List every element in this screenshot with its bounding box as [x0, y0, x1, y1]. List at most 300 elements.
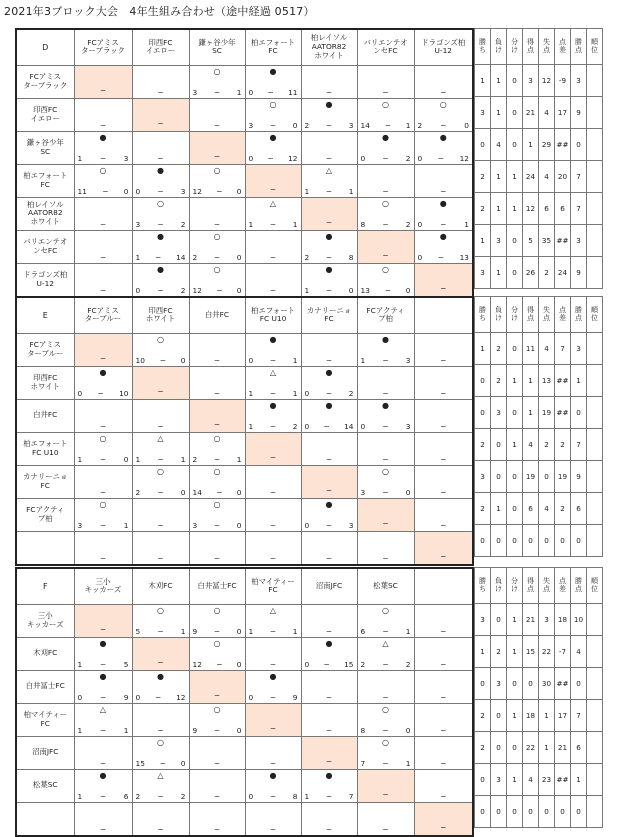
result-symbol	[246, 499, 301, 510]
stat-value: 1	[507, 365, 523, 397]
match-result-cell	[132, 164, 189, 197]
match-score: 0 − 10	[77, 388, 129, 398]
result-symbol	[302, 433, 357, 444]
result-symbol	[415, 770, 473, 781]
stat-value: 3	[491, 764, 507, 796]
match-dash: −	[99, 219, 107, 229]
stat-value: 1	[491, 493, 507, 525]
stat-header: 失 点	[539, 297, 555, 333]
stat-value: 1	[491, 65, 507, 97]
stat-value	[587, 97, 603, 129]
self-match-cell	[189, 131, 245, 164]
match-result-cell	[301, 637, 357, 670]
self-match-cell	[357, 769, 414, 802]
stat-row	[475, 161, 603, 193]
match-result-cell	[74, 98, 132, 131]
row-team-name: 松葉SC	[16, 769, 74, 802]
result-symbol: ●	[157, 671, 164, 681]
match-result-cell	[357, 531, 414, 565]
stat-value: 0	[507, 525, 523, 557]
score-home: 3	[192, 87, 198, 97]
column-team-header: ドラゴンズ柏 U-12	[414, 29, 473, 65]
stat-header: 勝 ち	[475, 568, 491, 604]
table-row	[16, 670, 473, 703]
result-symbol: ●	[325, 400, 333, 410]
stat-header: 勝 点	[571, 297, 587, 333]
result-symbol	[302, 334, 357, 345]
result-symbol	[358, 532, 414, 543]
stat-header: 順 位	[587, 29, 603, 65]
column-team-header: バリエンテオ ンセFC	[357, 29, 414, 65]
match-dash: −	[99, 421, 107, 431]
match-dash: −	[325, 87, 333, 97]
stat-value: 24	[555, 257, 571, 289]
score-away: 2	[180, 285, 186, 295]
match-result-cell	[245, 670, 301, 703]
self-match-cell	[414, 263, 473, 297]
match-score: 2 − 0	[135, 487, 186, 497]
stat-value: 0	[475, 796, 491, 828]
stat-value: 0	[475, 129, 491, 161]
self-match-cell	[189, 399, 245, 432]
match-result-cell	[245, 333, 301, 366]
match-score: 0 − 11	[248, 87, 298, 97]
column-team-header: 三小 キッカーズ	[74, 568, 132, 604]
match-dash: −	[157, 87, 164, 97]
match-score: 8 − 0	[360, 725, 411, 735]
result-symbol: ○	[213, 605, 221, 615]
match-result-cell	[357, 802, 414, 836]
stat-value: 17	[555, 97, 571, 129]
result-symbol	[75, 737, 132, 748]
stat-value: 0	[523, 796, 539, 828]
result-symbol	[302, 532, 357, 543]
stat-row	[475, 65, 603, 97]
stat-value	[587, 764, 603, 796]
row-team-name: 印西FC ホワイト	[16, 366, 74, 399]
score-home: 0	[304, 520, 310, 530]
match-result-cell	[74, 531, 132, 565]
match-dash: −	[213, 219, 221, 229]
stat-value: 1	[491, 193, 507, 225]
stat-value: 15	[523, 636, 539, 668]
table-row	[16, 366, 473, 399]
match-result-cell	[189, 769, 245, 802]
table-row	[16, 736, 473, 769]
result-symbol: ○	[213, 165, 221, 175]
column-team-header: 白井FC	[189, 297, 245, 333]
match-score: 12 − 0	[192, 659, 242, 669]
self-match-cell	[74, 65, 132, 98]
match-result-cell	[189, 703, 245, 736]
score-home: 3	[248, 120, 254, 130]
match-score: 0 − 2	[304, 388, 354, 398]
match-score: 9 − 0	[192, 725, 242, 735]
result-symbol: ●	[325, 638, 333, 648]
match-result-cell	[301, 604, 357, 637]
score-away: 8	[292, 791, 298, 801]
score-away: 0	[236, 626, 242, 636]
stat-value: 19	[555, 461, 571, 493]
score-home: 1	[77, 454, 83, 464]
stat-value: 17	[555, 700, 571, 732]
match-dash: −	[325, 218, 333, 227]
stat-value: 1	[507, 604, 523, 636]
stat-value: 0	[475, 397, 491, 429]
match-result-cell	[74, 230, 132, 263]
match-result-cell	[414, 399, 473, 432]
match-result-cell	[189, 263, 245, 297]
stat-value: ##	[555, 668, 571, 700]
stat-row	[475, 604, 603, 636]
stat-value: 0	[507, 397, 523, 429]
match-dash: −	[157, 421, 164, 431]
group-e-stats	[474, 296, 603, 557]
result-symbol	[415, 466, 473, 477]
match-result-cell	[414, 65, 473, 98]
match-result-cell	[301, 65, 357, 98]
column-team-header: 柏レイソル AATOR82 ホワイト	[301, 29, 357, 65]
stat-row	[475, 636, 603, 668]
match-result-cell	[132, 736, 189, 769]
result-symbol: ○	[213, 704, 221, 714]
match-result-cell	[74, 197, 132, 230]
column-team-header: カナリーニョ FC	[301, 297, 357, 333]
match-score: 1 − 1	[135, 454, 186, 464]
match-dash: −	[440, 421, 447, 431]
match-score: 0 − 12	[417, 153, 469, 163]
stat-value: 6	[555, 193, 571, 225]
result-symbol	[190, 367, 245, 378]
stat-value: 12	[539, 65, 555, 97]
score-away: 0	[348, 285, 354, 295]
stat-value: 0	[491, 700, 507, 732]
column-team-header: FCアミス ターブラック	[74, 29, 132, 65]
match-result-cell	[189, 604, 245, 637]
stat-value: 3	[475, 257, 491, 289]
stat-value: 1	[507, 764, 523, 796]
match-result-cell	[357, 333, 414, 366]
stat-value: 1	[539, 700, 555, 732]
stat-header: 順 位	[587, 297, 603, 333]
match-score: 8 − 2	[360, 219, 411, 229]
match-result-cell	[414, 164, 473, 197]
result-symbol: ○	[157, 466, 164, 476]
match-result-cell	[301, 399, 357, 432]
match-result-cell	[357, 432, 414, 465]
match-score: 1 − 3	[360, 355, 411, 365]
score-away: 9	[292, 692, 298, 702]
match-result-cell	[414, 703, 473, 736]
match-score: 3 − 0	[360, 487, 411, 497]
score-home: 0	[77, 692, 83, 702]
stat-value: 6	[571, 493, 587, 525]
result-symbol	[190, 532, 245, 543]
score-home: 3	[135, 219, 141, 229]
stat-value: 1	[491, 257, 507, 289]
score-home: 1	[248, 388, 254, 398]
match-result-cell	[74, 498, 132, 531]
stat-value: 0	[491, 604, 507, 636]
score-away: 1	[405, 758, 411, 768]
stat-value: 0	[571, 796, 587, 828]
stat-header: 点 差	[555, 29, 571, 65]
match-dash: −	[269, 185, 277, 194]
result-symbol: ○	[157, 605, 164, 615]
match-result-cell	[189, 432, 245, 465]
result-symbol	[246, 638, 301, 649]
match-result-cell	[74, 263, 132, 297]
self-match-cell	[414, 531, 473, 565]
result-symbol	[75, 231, 132, 242]
match-result-cell	[189, 197, 245, 230]
match-result-cell	[132, 531, 189, 565]
stat-value: 2	[555, 493, 571, 525]
match-score: 0 − 2	[135, 285, 186, 295]
stat-value: 0	[523, 668, 539, 700]
stat-value: 9	[571, 461, 587, 493]
stat-value: 3	[491, 225, 507, 257]
score-home: 0	[248, 153, 254, 163]
result-symbol	[190, 770, 245, 781]
match-dash: −	[382, 824, 389, 834]
match-result-cell	[189, 637, 245, 670]
stat-value: ##	[555, 764, 571, 796]
stat-value: 1	[507, 636, 523, 668]
score-home: 1	[77, 153, 83, 163]
result-symbol: △	[269, 367, 277, 377]
score-away: 3	[405, 421, 411, 431]
stat-row	[475, 365, 603, 397]
stat-header: 失 点	[539, 568, 555, 604]
match-result-cell	[74, 670, 132, 703]
stat-value: 0	[555, 525, 571, 557]
match-result-cell	[189, 230, 245, 263]
self-match-cell	[132, 366, 189, 399]
match-result-cell	[301, 670, 357, 703]
score-home: 1	[248, 219, 254, 229]
match-result-cell	[189, 164, 245, 197]
score-home: 0	[135, 285, 141, 295]
score-away: 7	[348, 791, 354, 801]
table-row	[16, 164, 473, 197]
result-symbol	[75, 532, 132, 543]
match-dash: −	[99, 354, 107, 363]
match-dash: −	[325, 757, 333, 766]
match-dash: −	[99, 824, 107, 834]
match-result-cell	[132, 498, 189, 531]
group-label: D	[16, 29, 74, 65]
result-symbol	[415, 66, 473, 77]
table-row	[16, 399, 473, 432]
stat-value: 22	[523, 732, 539, 764]
stat-value: 1	[475, 636, 491, 668]
stat-value: 4	[523, 764, 539, 796]
stat-row	[475, 764, 603, 796]
page-title: 2021年3ブロック大会 4年生組み合わせ（途中経過 0517）	[4, 5, 315, 18]
stat-value: 9	[571, 257, 587, 289]
score-away: 14	[344, 421, 354, 431]
self-match-cell	[245, 703, 301, 736]
match-result-cell	[74, 703, 132, 736]
score-away: 1	[405, 120, 411, 130]
stat-value: 0	[507, 129, 523, 161]
result-symbol	[302, 605, 357, 616]
match-result-cell	[132, 333, 189, 366]
stat-value: 24	[523, 161, 539, 193]
stat-value: 1	[539, 732, 555, 764]
table-row	[16, 263, 473, 297]
match-dash: −	[157, 520, 164, 530]
match-dash: −	[440, 388, 447, 398]
result-symbol: ●	[325, 264, 333, 274]
score-home: 11	[77, 186, 87, 196]
match-result-cell	[245, 769, 301, 802]
match-result-cell	[245, 802, 301, 836]
match-result-cell	[132, 703, 189, 736]
match-score: 1 − 3	[77, 153, 129, 163]
match-result-cell	[74, 637, 132, 670]
stat-header: 得 点	[523, 29, 539, 65]
result-symbol	[133, 532, 189, 543]
result-symbol: △	[382, 638, 389, 648]
row-team-name	[16, 531, 74, 565]
score-home: 0	[135, 692, 141, 702]
score-home: 2	[135, 487, 141, 497]
row-team-name: 鎌ヶ谷少年 SC	[16, 131, 74, 164]
match-dash: −	[382, 553, 389, 563]
stat-value: 2	[475, 429, 491, 461]
score-away: 0	[405, 487, 411, 497]
stat-value: 20	[555, 161, 571, 193]
match-result-cell	[245, 736, 301, 769]
score-home: 2	[192, 454, 198, 464]
match-score: 14 − 0	[192, 487, 242, 497]
match-result-cell	[189, 465, 245, 498]
score-away: 0	[236, 252, 242, 262]
result-symbol: ●	[325, 499, 333, 509]
result-symbol	[358, 165, 414, 176]
score-away: 12	[288, 153, 298, 163]
stat-value: 29	[539, 129, 555, 161]
self-match-cell	[189, 670, 245, 703]
result-symbol: △	[269, 605, 277, 615]
score-home: 5	[135, 626, 141, 636]
match-result-cell	[74, 802, 132, 836]
row-team-name: 白井FC	[16, 399, 74, 432]
stat-value: 18	[523, 700, 539, 732]
score-away: 1	[348, 186, 354, 196]
stat-value: 9	[571, 97, 587, 129]
stat-value: -9	[555, 65, 571, 97]
row-team-name: FCアクティ ブ柏	[16, 498, 74, 531]
group-d-matrix	[15, 28, 474, 298]
match-result-cell	[357, 131, 414, 164]
result-symbol: ●	[157, 231, 164, 241]
match-result-cell	[189, 736, 245, 769]
score-away: 15	[344, 659, 354, 669]
result-symbol: ●	[99, 638, 107, 648]
match-dash: −	[440, 725, 447, 735]
result-symbol: ●	[269, 132, 277, 142]
match-result-cell	[245, 131, 301, 164]
score-home: 1	[248, 421, 254, 431]
column-team-header	[414, 297, 473, 333]
match-dash: −	[269, 453, 277, 462]
score-away: 0	[236, 520, 242, 530]
match-result-cell	[301, 498, 357, 531]
stat-header: 負 け	[491, 568, 507, 604]
match-dash: −	[440, 186, 447, 196]
stat-value: 1	[507, 161, 523, 193]
match-score: 12 − 0	[192, 285, 242, 295]
table-row	[16, 703, 473, 736]
score-away: 1	[292, 355, 298, 365]
match-dash: −	[269, 520, 277, 530]
match-score: 1 − 0	[304, 285, 354, 295]
match-dash: −	[382, 186, 389, 196]
match-result-cell	[132, 769, 189, 802]
score-home: 1	[248, 626, 254, 636]
match-score: 0 − 12	[135, 692, 186, 702]
score-away: 9	[123, 692, 129, 702]
result-symbol: ○	[99, 165, 107, 175]
result-symbol	[75, 400, 132, 411]
match-score: 5 − 1	[135, 626, 186, 636]
result-symbol: ●	[325, 99, 333, 109]
row-team-name: バリエンテオ ンセFC	[16, 230, 74, 263]
row-team-name: 木刈FC	[16, 637, 74, 670]
match-score: 0 − 3	[360, 421, 411, 431]
match-result-cell	[301, 131, 357, 164]
stat-value: 35	[539, 225, 555, 257]
match-result-cell	[74, 366, 132, 399]
result-symbol	[190, 803, 245, 814]
result-symbol: ○	[213, 638, 221, 648]
result-symbol: ○	[382, 198, 389, 208]
match-result-cell	[357, 263, 414, 297]
stat-value	[587, 333, 603, 365]
match-result-cell	[74, 769, 132, 802]
match-dash: −	[269, 487, 277, 497]
column-team-header: 柏マイティー FC	[245, 568, 301, 604]
match-dash: −	[213, 553, 221, 563]
match-result-cell	[414, 670, 473, 703]
match-result-cell	[414, 98, 473, 131]
match-result-cell	[189, 333, 245, 366]
stat-value: 3	[523, 65, 539, 97]
score-home: 3	[77, 520, 83, 530]
match-result-cell	[357, 637, 414, 670]
score-home: 1	[77, 659, 83, 669]
stat-value: ##	[555, 225, 571, 257]
stat-value: 0	[507, 97, 523, 129]
match-score: 3 − 1	[77, 520, 129, 530]
stat-value: 3	[475, 97, 491, 129]
stat-value	[587, 732, 603, 764]
match-result-cell	[357, 604, 414, 637]
match-dash: −	[269, 285, 277, 295]
stat-value: 0	[491, 796, 507, 828]
match-dash: −	[99, 487, 107, 497]
match-result-cell	[245, 498, 301, 531]
score-away: 11	[288, 87, 298, 97]
score-away: 0	[236, 285, 242, 295]
column-team-header: 沼南JFC	[301, 568, 357, 604]
stat-value: 7	[571, 429, 587, 461]
match-dash: −	[213, 791, 221, 801]
match-score: 1 − 1	[77, 725, 129, 735]
